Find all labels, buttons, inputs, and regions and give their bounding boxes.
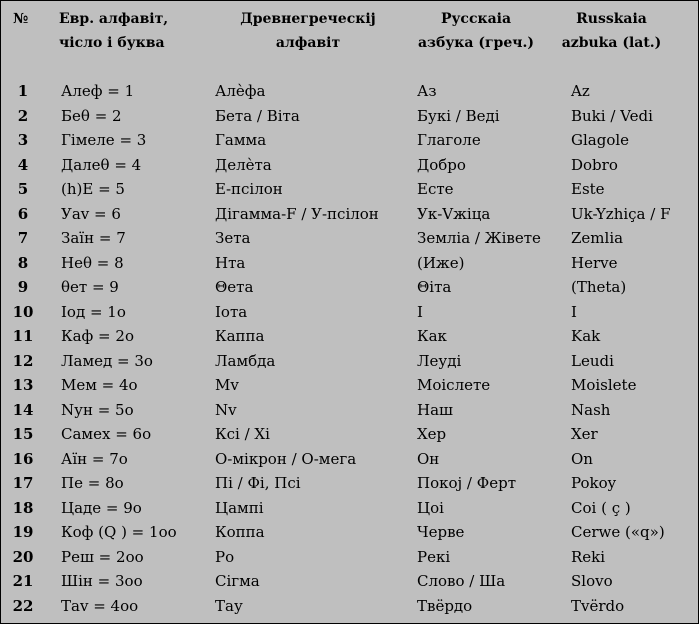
latin-letter: Herve: [571, 253, 618, 272]
greek-letter: Бета / Віта: [215, 106, 300, 125]
greek-letter: Гамма: [215, 131, 267, 149]
greek-letter: Делѐта: [215, 155, 272, 174]
hebrew-letter: Коф (Q ) = 1оо: [61, 523, 177, 541]
latin-letter: (Theta): [571, 278, 627, 296]
header-russian-greek: Русскаіа азбука (греч.): [417, 11, 534, 51]
table-row: [1, 128, 698, 153]
table-row: [1, 349, 698, 374]
russian-letter: Черве: [417, 523, 465, 541]
table-row: [1, 226, 698, 251]
latin-letter: Buki / Vedi: [571, 106, 653, 125]
greek-letter: Коппа: [215, 523, 265, 541]
latin-letter: Slovo: [571, 572, 613, 590]
latin-letter: I: [571, 302, 577, 321]
greek-letter: Ро: [215, 547, 235, 566]
table-row: [1, 496, 698, 521]
hebrew-letter: Мем = 4о: [61, 376, 138, 394]
hebrew-letter: Далеθ = 4: [61, 155, 142, 174]
russian-letter: І: [417, 302, 423, 321]
greek-letter: О-мікрон / О-мега: [215, 449, 357, 468]
hebrew-letter: Уav = 6: [61, 204, 121, 223]
header-hebrew-alphabet: Евр. алфавіт, чісло і буква: [59, 11, 169, 51]
row-number: 14: [12, 400, 34, 419]
hebrew-letter: Аїн = 7о: [61, 449, 128, 468]
hebrew-letter: Беθ = 2: [61, 106, 122, 125]
row-number: 9: [17, 278, 29, 296]
latin-letter: Glagole: [571, 131, 630, 149]
table-row: [1, 177, 698, 202]
latin-letter: Dobro: [571, 155, 618, 174]
greek-letter: Ламбда: [215, 351, 276, 370]
greek-letter: Мv: [215, 376, 239, 394]
row-number: 10: [12, 302, 34, 321]
latin-letter: Reki: [571, 547, 606, 566]
row-number: 17: [12, 474, 34, 492]
hebrew-letter: Неθ = 8: [61, 253, 124, 272]
header-number: №: [13, 11, 29, 27]
russian-letter: Есте: [417, 180, 454, 198]
greek-letter: Іота: [215, 302, 248, 321]
table-row: [1, 569, 698, 594]
row-number: 15: [12, 425, 34, 443]
russian-letter: Θіта: [417, 278, 452, 296]
table-row: [1, 324, 698, 349]
row-number: 11: [12, 327, 34, 345]
hebrew-letter: Заїн = 7: [61, 229, 126, 247]
row-number: 5: [17, 180, 29, 198]
russian-letter: Как: [417, 327, 447, 345]
greek-letter: Е-псілон: [215, 180, 283, 198]
row-number: 8: [17, 253, 29, 272]
hebrew-letter: (h)Е = 5: [61, 180, 125, 198]
hebrew-letter: Гімеле = 3: [61, 131, 147, 149]
table-body: [1, 79, 698, 618]
row-number: 12: [12, 351, 34, 370]
table-row: [1, 79, 698, 104]
table-row: [1, 202, 698, 227]
row-number: 1: [17, 82, 29, 100]
russian-letter: (Иже): [417, 253, 465, 272]
table-row: [1, 520, 698, 545]
table-row: [1, 153, 698, 178]
row-number: 6: [17, 204, 29, 223]
russian-letter: Твёрдо: [417, 596, 473, 615]
greek-letter: Алѐфа: [215, 82, 266, 100]
greek-letter: Сігма: [215, 572, 260, 590]
hebrew-letter: Реш = 2оо: [61, 547, 144, 566]
table-row: [1, 275, 698, 300]
latin-letter: Cerwe («q»): [571, 523, 665, 541]
latin-letter: Tvёrdo: [571, 596, 625, 615]
greek-letter: Ксі / Хі: [215, 425, 270, 443]
russian-letter: Рекі: [417, 547, 451, 566]
russian-letter: Наш: [417, 400, 453, 419]
greek-letter: Дігамма-F / У-псілон: [215, 204, 379, 223]
latin-letter: On: [571, 449, 593, 468]
greek-letter: Зета: [215, 229, 251, 247]
greek-letter: Nv: [215, 400, 237, 419]
hebrew-letter: Пе = 8о: [61, 474, 124, 492]
table-row: [1, 373, 698, 398]
latin-letter: Moislete: [571, 376, 637, 394]
russian-letter: Букі / Веді: [417, 106, 500, 125]
hebrew-letter: Цаде = 9о: [61, 498, 142, 517]
row-number: 21: [12, 572, 34, 590]
greek-letter: Каппа: [215, 327, 265, 345]
row-number: 2: [17, 106, 29, 125]
latin-letter: Kak: [571, 327, 601, 345]
latin-letter: Este: [571, 180, 605, 198]
russian-letter: Он: [417, 449, 440, 468]
greek-letter: Пі / Фі, Псі: [215, 474, 301, 492]
table-row: [1, 422, 698, 447]
header-russian-latin: Russkaia azbuka (lat.): [561, 11, 662, 51]
table-row: [1, 447, 698, 472]
table-row: [1, 251, 698, 276]
latin-letter: Coi ( ç ): [571, 498, 631, 517]
table-row: [1, 398, 698, 423]
hebrew-letter: Алеф = 1: [61, 82, 135, 100]
russian-letter: Аз: [417, 82, 437, 100]
hebrew-letter: Каф = 2о: [61, 327, 134, 345]
table-row: [1, 545, 698, 570]
latin-letter: Uk-Yzhiça / F: [571, 204, 671, 223]
hebrew-letter: Шін = 3оо: [61, 572, 143, 590]
hebrew-letter: Nун = 5о: [61, 400, 134, 419]
row-number: 13: [12, 376, 34, 394]
greek-letter: Θета: [215, 278, 254, 296]
russian-letter: Добро: [417, 155, 466, 174]
row-number: 20: [12, 547, 34, 566]
russian-letter: Хер: [417, 425, 447, 443]
greek-letter: Цампі: [215, 498, 264, 517]
latin-letter: Nash: [571, 400, 611, 419]
russian-letter: Земліа / Жівете: [417, 229, 541, 247]
latin-letter: Zemlia: [571, 229, 624, 247]
russian-letter: Ук-Vжіца: [417, 204, 491, 223]
latin-letter: Pokoy: [571, 474, 617, 492]
hebrew-letter: Самех = 6о: [61, 425, 152, 443]
latin-letter: Xer: [571, 425, 598, 443]
hebrew-letter: θет = 9: [61, 278, 119, 296]
row-number: 18: [12, 498, 34, 517]
russian-letter: Моіслете: [417, 376, 491, 394]
hebrew-letter: Ламед = 3о: [61, 351, 153, 370]
latin-letter: Leudi: [571, 351, 614, 370]
table-row: [1, 300, 698, 325]
russian-letter: Слово / Ша: [417, 572, 506, 590]
row-number: 19: [12, 523, 34, 541]
row-number: 4: [17, 155, 29, 174]
hebrew-letter: Іод = 1о: [61, 302, 126, 321]
row-number: 22: [12, 596, 34, 615]
row-number: 3: [17, 131, 29, 149]
table-row: [1, 104, 698, 129]
table-row: [1, 471, 698, 496]
greek-letter: Нта: [215, 253, 246, 272]
russian-letter: Леуді: [417, 351, 462, 370]
table-row: [1, 594, 698, 619]
russian-letter: Глаголе: [417, 131, 481, 149]
hebrew-letter: Тav = 4оо: [61, 596, 139, 615]
table-header: [1, 7, 698, 57]
russian-letter: Цоі: [417, 498, 444, 517]
header-greek-alphabet: Древнегреческij алфавіт: [240, 11, 376, 51]
russian-letter: Покој / Ферт: [417, 474, 516, 492]
row-number: 16: [12, 449, 34, 468]
row-number: 7: [17, 229, 29, 247]
latin-letter: Az: [571, 82, 590, 100]
greek-letter: Тау: [215, 596, 243, 615]
